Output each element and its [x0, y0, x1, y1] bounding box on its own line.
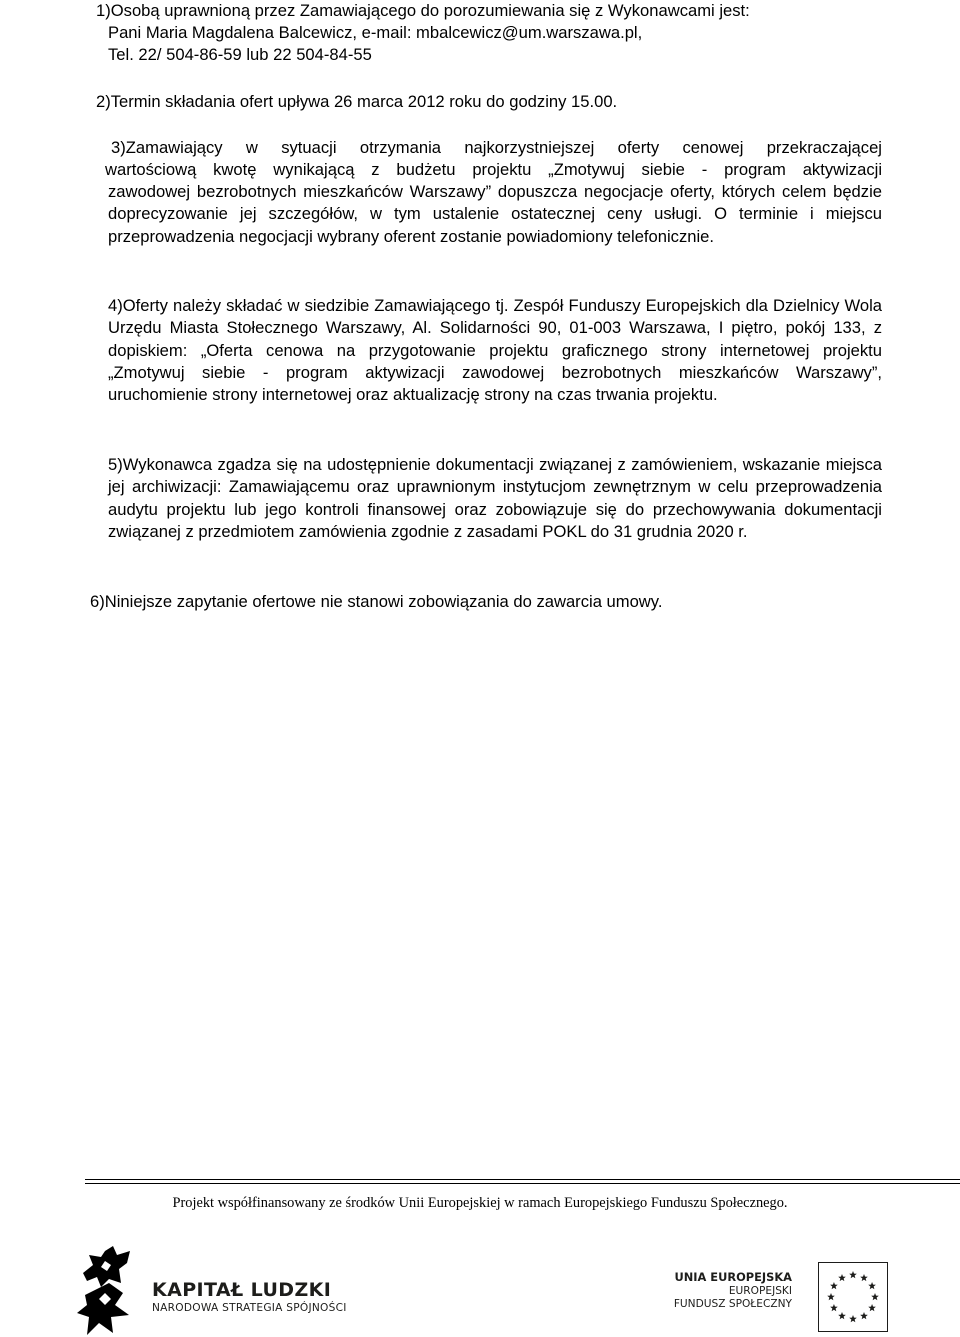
- eu-logo-text: [674, 1271, 792, 1312]
- negotiation-paragraph-rest: zawodowej bezrobotnych mieszkańców Warszawy” dopuszcza negocjacje oferty, których celem będzie doprecyzowanie jej szczegółów, w tym ustalenie ostatecznej ceny usługi. O terminie i miejscu przeprowadzenia negocjacji wybrany oferent zostanie powiadomiony telefonicznie.: [108, 182, 882, 246]
- negotiation-line-2: wartościową kwotę wynikającą z budżetu projektu „Zmotywuj siebie - program aktywizacji: [105, 160, 882, 179]
- contact-comma: ,: [637, 23, 643, 42]
- documentation-paragraph: 5)Wykonawca zgadza się na udostępnienie dokumentacji związanej z zamówieniem, wskazanie miejsca jej archiwizacji: Zamawiającemu oraz uprawnionym instytucjom zewnętrznym w celu przeprowadzenia audytu projektu lub jego kontroli finansowej oraz zobowiązuje się do przechowywania dokumentacji związanej z przedmiotem zamówienia zgodnie z zasadami POKL do 31 grudnia 2020 r.: [108, 455, 882, 541]
- kapital-ludzki-emblem-icon: [75, 1243, 135, 1337]
- footer-rule-bottom: [85, 1183, 960, 1184]
- contact-line-2: [108, 22, 642, 44]
- eu-logo-line-3: FUNDUSZ SPOŁECZNY: [673, 1298, 792, 1310]
- deadline-paragraph: 2)Termin składania ofert upływa 26 marca 2012 roku do godziny 15.00.: [96, 92, 618, 111]
- contact-phone: Tel. 22/ 504-86-59 lub 22 504-84-55: [108, 45, 372, 64]
- cofinancing-note: Projekt współfinansowany ze środków Unii Europejskiej w ramach Europejskiego Funduszu Społecznego.: [172, 1195, 788, 1211]
- offer-submission-paragraph: 4)Oferty należy składać w siedzibie Zamawiającego tj. Zespół Funduszy Europejskich dla Dzielnicy Wola Urzędu Miasta Stołecznego Warszawy, Al. Solidarności 90, 01-003 Warszawa, I piętro, pokój 133, z dopiskiem: „Oferta cenowa na przygotowanie projektu graficznego strony internetowej projektu „Zmotywuj siebie - program aktywizacji zawodowej bezrobotnych mieszkańców Warszawy”, uruchomienie strony internetowej oraz aktualizację strony na czas trwania projektu.: [108, 296, 882, 405]
- disclaimer-paragraph: 6)Niniejsze zapytanie ofertowe nie stanowi zobowiązania do zawarcia umowy.: [90, 592, 663, 611]
- contact-name: Pani Maria Magdalena Balcewicz, e-mail:: [108, 23, 417, 42]
- eu-flag-icon: [818, 1262, 888, 1332]
- kapital-ludzki-logo: [75, 1243, 365, 1337]
- email-link[interactable]: mbalcewicz@um.warszawa.pl: [416, 23, 638, 42]
- contact-line-1: 1)Osobą uprawnioną przez Zamawiającego do porozumiewania się z Wykonawcami jest:: [96, 1, 750, 20]
- kapital-ludzki-subtitle: NARODOWA STRATEGIA SPÓJNOŚCI: [152, 1302, 347, 1314]
- eu-social-fund-logo: [673, 1262, 896, 1332]
- eu-logo-line-1: UNIA EUROPEJSKA: [674, 1270, 792, 1284]
- kapital-ludzki-title: KAPITAŁ LUDZKI: [152, 1279, 332, 1301]
- negotiation-line-1: 3)Zamawiający w sytuacji otrzymania najkorzystniejszej oferty cenowej przekraczającej: [111, 138, 882, 157]
- footer-rule-top: [85, 1179, 960, 1180]
- eu-logo-line-2: EUROPEJSKI: [728, 1284, 792, 1297]
